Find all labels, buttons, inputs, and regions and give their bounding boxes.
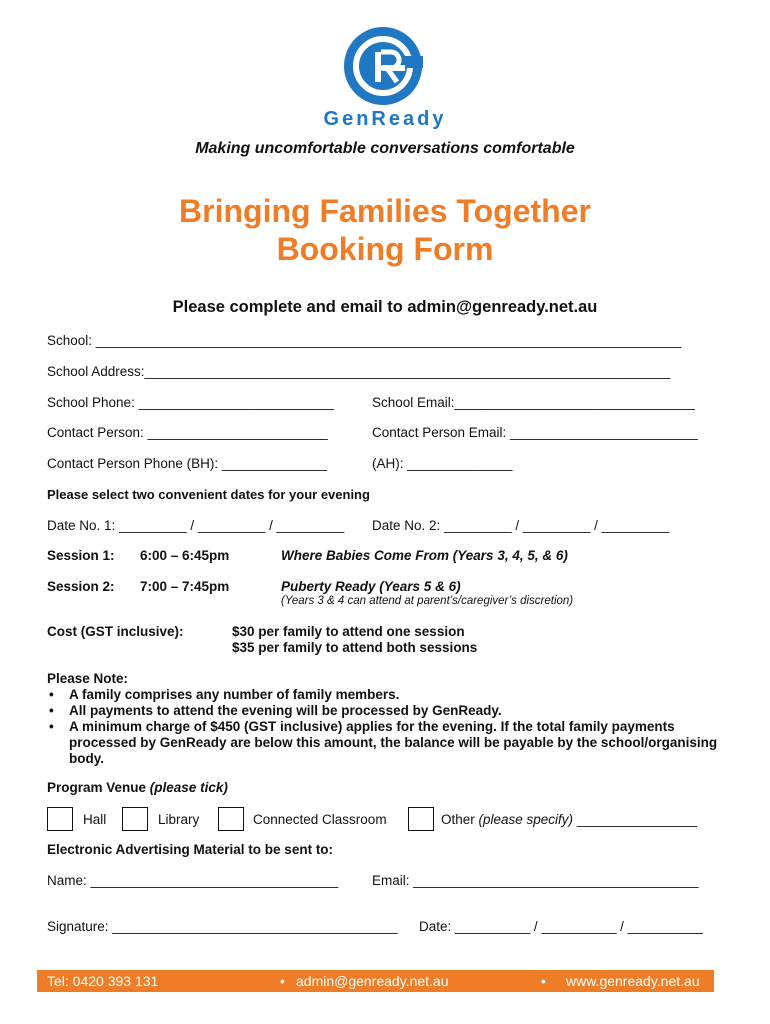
library-checkbox[interactable] (122, 807, 148, 831)
tagline: Making uncomfortable conversations comfortable (195, 140, 575, 157)
footer-bar (37, 970, 714, 992)
session-1-label: Session 1: (47, 548, 115, 563)
venue-heading (47, 780, 228, 795)
note-item: • A minimum charge of $450 (GST inclusive) applies for the evening. If the total family payments processed by GenReady are below this amount, the balance will be payable by the school/organising body. (47, 719, 727, 767)
cost-both-sessions: $35 per family to attend both sessions (232, 640, 478, 655)
contact-phone-ah-field[interactable]: (AH): ______________ (372, 456, 513, 471)
footer-bullet: • (280, 973, 285, 989)
session-1-title: Where Babies Come From (Years 3, 4, 5, & 6) (281, 548, 568, 563)
signature-field[interactable]: Signature: ______________________________________ (47, 919, 398, 934)
session-1-time: 6:00 – 6:45pm (140, 548, 230, 563)
other-checkbox[interactable] (408, 807, 434, 831)
title-line-2: Booking Form (276, 231, 494, 267)
connected-classroom-checkbox[interactable] (218, 807, 244, 831)
page-title (0, 192, 770, 268)
genready-logo (343, 26, 423, 106)
footer-website[interactable]: www.genready.net.au (566, 973, 700, 989)
other-label-text: Other (441, 812, 479, 827)
contact-email-field[interactable]: Contact Person Email: _________________________ (372, 425, 698, 440)
footer-email[interactable]: admin@genready.net.au (296, 973, 449, 989)
connected-classroom-label: Connected Classroom (253, 812, 387, 827)
session-2-note: (Years 3 & 4 can attend at parent’s/caregiver’s discretion) (281, 595, 574, 607)
brand-name: GenReady (323, 108, 447, 130)
notes-list (47, 687, 727, 767)
contact-phone-bh-field[interactable]: Contact Person Phone (BH): ______________ (47, 456, 327, 471)
library-label: Library (158, 812, 200, 827)
session-2-title: Puberty Ready (Years 5 & 6) (281, 579, 461, 594)
advertising-email-field[interactable]: Email: ______________________________________ (372, 873, 699, 888)
subtitle: Please complete and email to admin@genready.net.au (172, 298, 598, 316)
note-item: • All payments to attend the evening will be processed by GenReady. (47, 703, 727, 719)
footer-phone: Tel: 0420 393 131 (47, 973, 159, 989)
contact-person-field[interactable]: Contact Person: ________________________ (47, 425, 328, 440)
notes-heading: Please Note: (47, 671, 129, 686)
other-specify-line: ________________ (573, 812, 697, 827)
session-2-label: Session 2: (47, 579, 115, 594)
date-2-field[interactable]: Date No. 2: _________ / _________ / _________ (372, 518, 670, 533)
dates-heading: Please select two convenient dates for your evening (47, 487, 370, 502)
genready-logo-icon (343, 26, 423, 106)
school-phone-field[interactable]: School Phone: __________________________ (47, 395, 334, 410)
school-address-field[interactable]: School Address:______________________________________________________________________ (47, 364, 671, 379)
signature-date-field[interactable]: Date: __________ / __________ / __________ (419, 919, 703, 934)
date-1-field[interactable]: Date No. 1: _________ / _________ / _________ (47, 518, 345, 533)
hall-checkbox[interactable] (47, 807, 73, 831)
venue-heading-hint: (please tick) (149, 780, 228, 795)
advertising-name-field[interactable]: Name: _________________________________ (47, 873, 339, 888)
session-2-time: 7:00 – 7:45pm (140, 579, 230, 594)
hall-label: Hall (83, 812, 107, 827)
cost-label: Cost (GST inclusive): (47, 624, 184, 639)
other-hint: (please specify) (478, 812, 574, 827)
school-field[interactable]: School: ______________________________________________________________________________ (47, 333, 682, 348)
title-line-1: Bringing Families Together (179, 193, 591, 229)
cost-one-session: $30 per family to attend one session (232, 624, 465, 639)
footer-bullet: • (541, 973, 546, 989)
advertising-heading: Electronic Advertising Material to be sent to: (47, 842, 334, 857)
school-email-field[interactable]: School Email:________________________________ (372, 395, 695, 410)
other-label[interactable] (441, 812, 697, 827)
venue-heading-main: Program Venue (47, 780, 150, 795)
note-item: • A family comprises any number of family members. (47, 687, 727, 703)
